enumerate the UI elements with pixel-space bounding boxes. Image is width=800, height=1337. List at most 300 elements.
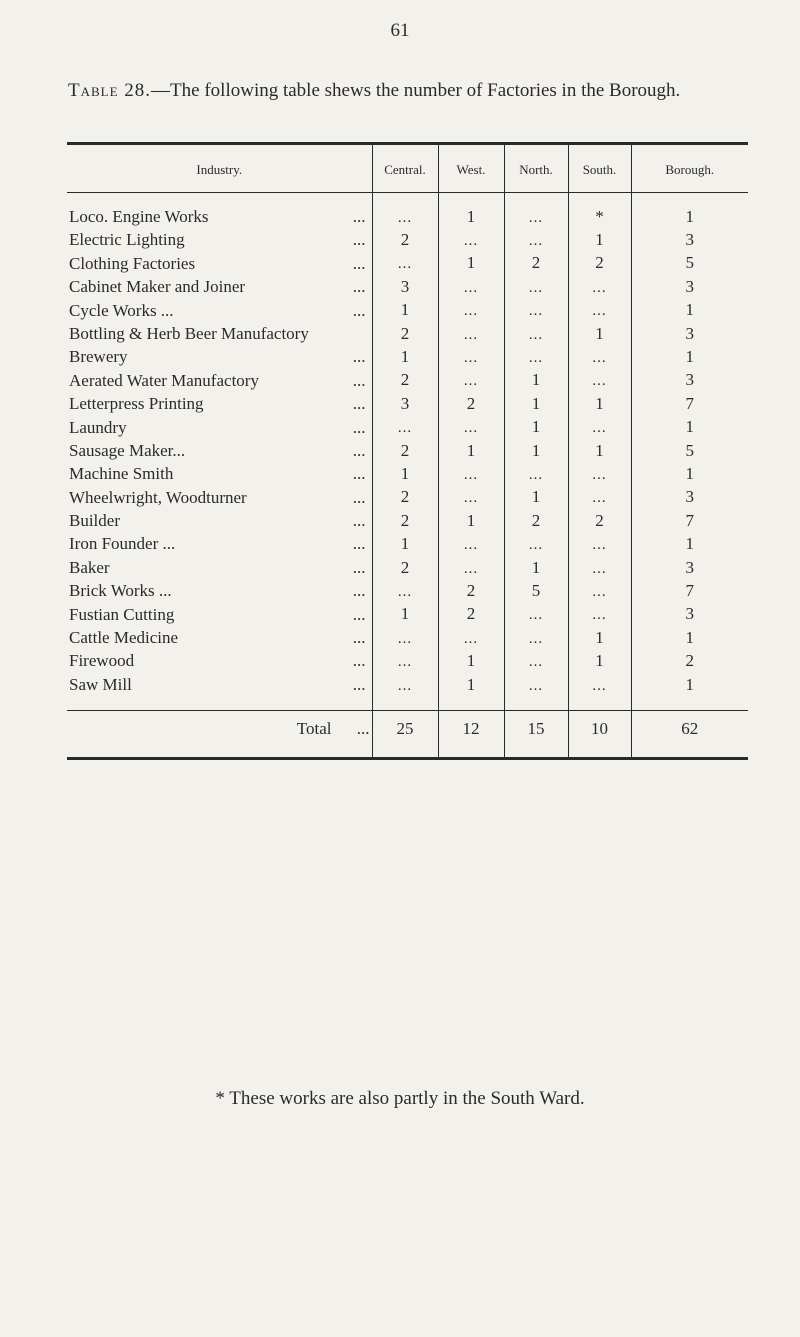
west-cell [438,205,504,228]
west-value: ... [463,466,479,483]
north-cell [504,299,568,322]
industry-cell [67,416,372,439]
industry-cell [67,322,372,345]
central-cell [372,275,438,298]
industry-label: Letterpress Printing [69,394,204,414]
west-value: ... [463,303,479,320]
central-value: 1 [400,604,410,624]
central-cell [372,673,438,696]
borough-value: 1 [685,534,694,554]
south-cell [568,439,631,462]
borough-value: 3 [685,370,694,390]
west-value: 1 [466,253,476,273]
leader-dots: ... [352,557,366,577]
north-value: 5 [531,580,541,600]
borough-cell [631,556,748,579]
west-value: ... [463,373,479,390]
industry-cell [67,252,372,275]
leader-dots: ... [352,651,366,671]
total-label-cell [67,711,372,748]
industry-label: Iron Founder ... [69,534,176,554]
south-value: ... [592,537,607,554]
industry-cell [67,626,372,649]
borough-value: 5 [685,440,694,460]
industry-label: Laundry [69,417,127,437]
south-cell [568,299,631,322]
south-value: ... [592,373,607,390]
table-row [67,275,748,298]
borough-value: 1 [685,627,694,647]
central-cell [372,556,438,579]
west-value: ... [463,537,479,554]
south-value: 1 [595,627,604,647]
borough-cell [631,626,748,649]
borough-value: 3 [685,487,694,507]
central-value: 2 [400,323,410,343]
north-cell [504,532,568,555]
industry-cell [67,673,372,696]
north-cell [504,416,568,439]
west-cell [438,416,504,439]
leader-dots: ... [352,417,366,437]
table-row [67,509,748,532]
central-cell [372,603,438,626]
west-value: ... [463,350,479,367]
leader-dots: ... [352,604,366,624]
borough-cell [631,649,748,672]
leader-dots: ... [352,674,366,694]
west-cell [438,486,504,509]
west-cell [438,345,504,368]
caption-text: —The following table shews the number of Factories in the Borough. [151,80,681,101]
central-cell [372,345,438,368]
table-row [67,416,748,439]
north-cell [504,649,568,672]
borough-value: 7 [685,580,694,600]
west-cell [438,603,504,626]
table-row [67,603,748,626]
west-value: ... [463,326,479,343]
north-value: ... [528,326,544,343]
industry-label: Builder [69,511,120,531]
south-value: ... [592,303,607,320]
leader-dots: ... [352,440,366,460]
industry-cell [67,579,372,602]
borough-value: 3 [685,557,694,577]
central-cell [372,252,438,275]
north-value: 2 [531,510,541,530]
west-value: 1 [466,651,476,671]
bottom-rule [67,757,748,760]
north-value: 1 [531,370,541,390]
borough-value: 1 [685,300,694,320]
industry-label: Machine Smith [69,464,174,484]
total-north: 15 [504,711,568,748]
north-value: ... [528,654,544,671]
leader-dots: ... [352,534,366,554]
west-cell [438,369,504,392]
south-cell [568,416,631,439]
south-cell [568,626,631,649]
west-value: ... [463,420,479,437]
borough-cell [631,392,748,415]
north-cell [504,275,568,298]
north-cell [504,579,568,602]
central-cell [372,205,438,228]
north-cell [504,626,568,649]
south-value: 2 [595,510,604,530]
industry-label: Clothing Factories [69,253,196,273]
header-central: Central. [372,145,438,193]
central-cell [372,579,438,602]
header-row [67,145,748,193]
south-value: 1 [595,393,604,413]
west-cell [438,462,504,485]
leader-dots: ... [352,370,366,390]
borough-value: 5 [685,253,694,273]
borough-value: 1 [685,674,694,694]
north-value: 1 [531,487,541,507]
borough-cell [631,322,748,345]
leader-dots: ... [352,230,366,250]
west-value: ... [463,630,479,647]
total-row [67,711,748,748]
west-cell [438,252,504,275]
total-south: 10 [568,711,631,748]
central-value: 1 [400,300,410,320]
industry-label: Electric Lighting [69,230,185,250]
central-value: 2 [400,510,410,530]
leader-dots: ... [352,628,366,648]
central-value: 1 [400,347,410,367]
south-value: 1 [595,323,604,343]
west-cell [438,673,504,696]
borough-cell [631,345,748,368]
industry-cell [67,275,372,298]
north-cell [504,392,568,415]
industry-cell [67,369,372,392]
caption-lead: Table 28. [68,80,152,101]
table-row [67,252,748,275]
west-value: ... [463,233,479,250]
table-row [67,392,748,415]
table-row [67,579,748,602]
industry-label: Firewood [69,651,135,671]
central-value: 1 [400,463,410,483]
industry-label: Sausage Maker... [69,440,186,460]
industry-cell [67,532,372,555]
north-value: 2 [531,253,541,273]
central-value: ... [397,420,413,437]
north-value: ... [528,466,544,483]
table-row [67,556,748,579]
south-cell [568,673,631,696]
borough-cell [631,205,748,228]
borough-value: 1 [685,206,694,226]
north-cell [504,369,568,392]
table-row [67,462,748,485]
west-cell [438,579,504,602]
industry-label: Cycle Works ... [69,300,174,320]
leader-dots: ... [352,511,366,531]
borough-value: 3 [685,276,694,296]
south-cell [568,369,631,392]
table-row [67,205,748,228]
north-value: ... [528,630,544,647]
borough-cell [631,579,748,602]
industry-cell [67,486,372,509]
borough-cell [631,486,748,509]
north-cell [504,439,568,462]
west-cell [438,322,504,345]
industry-label: Loco. Engine Works [69,207,209,226]
leader-dots: ... [352,394,366,414]
industry-cell [67,603,372,626]
borough-cell [631,228,748,251]
west-value: 1 [466,510,476,530]
central-value: 2 [400,370,410,390]
south-value: ... [592,420,607,437]
industry-cell [67,228,372,251]
header-south: South. [568,145,631,193]
north-value: 1 [531,440,541,460]
west-value: 2 [466,604,476,624]
central-cell [372,369,438,392]
central-value: 2 [400,440,410,460]
table-row [67,439,748,462]
table-row [67,369,748,392]
west-cell [438,649,504,672]
north-cell [504,603,568,626]
south-cell [568,509,631,532]
south-value: 2 [595,253,604,273]
borough-value: 1 [685,463,694,483]
south-cell [568,532,631,555]
industry-cell [67,392,372,415]
west-value: 1 [466,674,476,694]
leader-dots: ... [356,719,370,739]
north-value: ... [528,677,544,694]
table-row [67,626,748,649]
industry-label: Brewery [69,347,128,367]
table-row [67,322,748,345]
total-central: 25 [372,711,438,748]
industry-label: Saw Mill [69,674,132,694]
industry-cell [67,509,372,532]
west-cell [438,509,504,532]
table-caption [68,78,748,104]
central-value: ... [397,256,413,273]
industry-label: Wheelwright, Woodturner [69,487,247,507]
south-value: 1 [595,230,604,250]
south-cell [568,462,631,485]
borough-cell [631,532,748,555]
south-value: ... [592,466,607,483]
borough-cell [631,299,748,322]
central-cell [372,509,438,532]
industry-label: Aerated Water Manufactory [69,370,259,390]
north-cell [504,205,568,228]
industry-label: Baker [69,557,110,577]
west-value: 2 [466,580,476,600]
borough-cell [631,462,748,485]
header-west: West. [438,145,504,193]
header-north: North. [504,145,568,193]
borough-value: 3 [685,323,694,343]
north-cell [504,252,568,275]
table-body [67,193,748,758]
south-cell [568,486,631,509]
borough-cell [631,603,748,626]
north-value: ... [528,303,544,320]
north-cell [504,486,568,509]
table-row [67,345,748,368]
central-value: ... [397,583,413,600]
central-cell [372,228,438,251]
industry-label: Brick Works ... [69,581,172,601]
industry-label: Cabinet Maker and Joiner [69,277,246,297]
table-row [67,299,748,322]
central-value: ... [397,209,413,226]
borough-value: 7 [685,393,694,413]
central-value: 3 [400,276,410,296]
table-row [67,649,748,672]
central-cell [372,392,438,415]
west-cell [438,556,504,579]
west-cell [438,275,504,298]
south-value: 1 [595,440,604,460]
industry-cell [67,205,372,228]
west-value: ... [463,560,479,577]
borough-value: 1 [685,417,694,437]
south-cell [568,252,631,275]
south-cell [568,345,631,368]
west-value: 2 [466,393,476,413]
industry-cell [67,462,372,485]
south-cell [568,322,631,345]
south-cell [568,649,631,672]
central-cell [372,439,438,462]
south-value: 1 [595,651,604,671]
borough-value: 7 [685,510,694,530]
central-cell [372,416,438,439]
south-cell [568,275,631,298]
north-value: 1 [531,393,541,413]
borough-cell [631,416,748,439]
central-value: 2 [400,230,410,250]
footnote: * These works are also partly in the South Ward. [215,1088,585,1109]
west-value: 1 [466,206,476,226]
south-cell [568,556,631,579]
central-cell [372,486,438,509]
north-cell [504,509,568,532]
north-value: ... [528,209,544,226]
borough-value: 3 [685,604,694,624]
borough-cell [631,439,748,462]
north-cell [504,556,568,579]
total-label: Total [296,719,332,739]
west-cell [438,228,504,251]
borough-cell [631,509,748,532]
central-cell [372,532,438,555]
south-value: ... [592,350,607,367]
factories-table-wrap [67,142,748,760]
central-cell [372,462,438,485]
industry-cell [67,299,372,322]
central-value: ... [397,654,413,671]
south-value: * [595,206,604,226]
north-value: ... [528,607,544,624]
north-value: ... [528,537,544,554]
borough-cell [631,252,748,275]
north-value: 1 [531,557,541,577]
industry-label: Bottling & Herb Beer Manufactory [69,323,309,343]
central-value: 1 [400,534,410,554]
industry-cell [67,345,372,368]
borough-cell [631,275,748,298]
header-industry: Industry. [67,145,372,193]
leader-dots: ... [352,277,366,297]
table-row [67,486,748,509]
leader-dots: ... [352,347,366,367]
west-cell [438,532,504,555]
central-cell [372,626,438,649]
borough-value: 1 [685,347,694,367]
borough-cell [631,369,748,392]
leader-dots: ... [352,581,366,601]
south-cell [568,392,631,415]
leader-dots: ... [352,253,366,273]
central-cell [372,649,438,672]
south-cell [568,228,631,251]
west-value: ... [463,279,479,296]
north-value: ... [528,350,544,367]
table-row [67,673,748,696]
west-value: ... [463,490,479,507]
leader-dots: ... [352,300,366,320]
west-value: 1 [466,440,476,460]
south-value: ... [592,560,607,577]
north-value: ... [528,233,544,250]
south-cell [568,603,631,626]
west-cell [438,392,504,415]
borough-value: 3 [685,230,694,250]
west-cell [438,626,504,649]
central-value: 2 [400,487,410,507]
south-value: ... [592,583,607,600]
spacer-row [67,747,748,757]
industry-label: Fustian Cutting [69,604,175,624]
south-value: ... [592,677,607,694]
leader-dots: ... [352,207,366,226]
south-value: ... [592,607,607,624]
central-value: 2 [400,557,410,577]
borough-cell [631,673,748,696]
leader-dots: ... [352,464,366,484]
north-cell [504,345,568,368]
spacer-row [67,193,748,206]
table-row [67,532,748,555]
factories-table [67,145,748,757]
industry-label: Cattle Medicine [69,628,179,648]
north-value: ... [528,279,544,296]
central-value: ... [397,677,413,694]
header-borough: Borough. [631,145,748,193]
central-value: ... [397,630,413,647]
north-value: 1 [531,417,541,437]
south-value: ... [592,490,607,507]
page-number: 61 [390,20,410,41]
